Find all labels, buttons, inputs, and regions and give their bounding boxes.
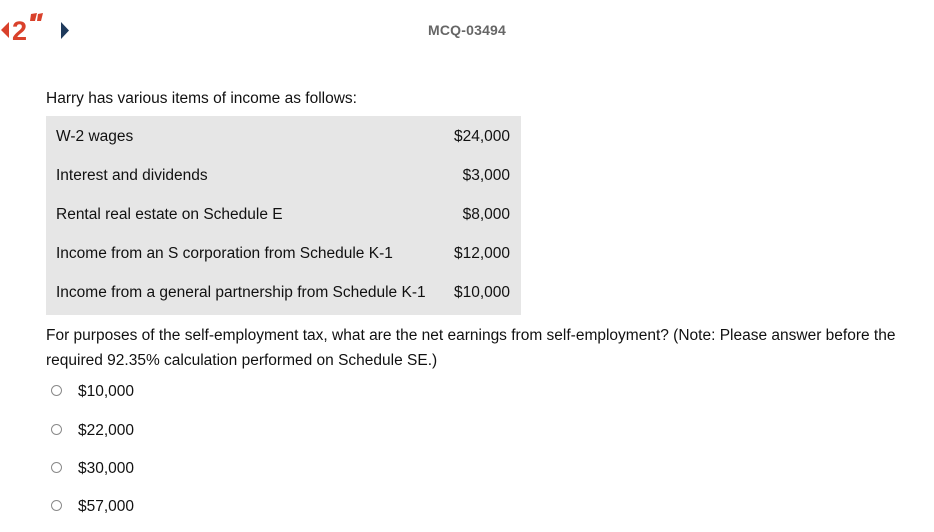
answer-option-b[interactable] — [46, 417, 346, 445]
answer-option-label[interactable]: $30,000 — [78, 460, 135, 477]
income-row — [46, 155, 521, 194]
radio-button[interactable] — [51, 424, 62, 435]
question-text: For purposes of the self-employment tax, what are the net earnings from self-employment? (Note: Please answer before the required 92.35% calculation performed on Schedule SE.) — [46, 327, 896, 369]
answer-option-a[interactable] — [46, 378, 346, 406]
income-amount: $10,000 — [453, 284, 510, 301]
income-row — [46, 194, 521, 233]
radio-button[interactable] — [51, 462, 62, 473]
income-label: Income from a general partnership from Schedule K-1 — [56, 284, 426, 301]
income-row — [46, 233, 521, 272]
income-label: Income from an S corporation from Schedule K-1 — [56, 245, 393, 262]
logo-text: 2 — [12, 16, 28, 46]
income-label: W-2 wages — [56, 128, 134, 145]
answer-option-label[interactable]: $57,000 — [78, 498, 135, 515]
income-label: Interest and dividends — [56, 167, 208, 184]
question-id: MCQ-03494 — [427, 22, 507, 38]
income-amount: $3,000 — [462, 167, 510, 184]
income-table — [46, 116, 521, 315]
income-row — [46, 272, 521, 311]
income-row — [46, 116, 521, 155]
income-amount: $12,000 — [453, 245, 510, 262]
income-amount: $24,000 — [453, 128, 510, 145]
answer-option-label[interactable]: $10,000 — [78, 383, 135, 400]
logo-tick-mark-icon-2 — [37, 13, 43, 21]
income-amount: $8,000 — [462, 206, 510, 223]
question-intro: Harry has various items of income as follows: — [46, 90, 357, 107]
logo-tick-mark-icon — [30, 13, 37, 21]
radio-button[interactable] — [51, 385, 62, 396]
radio-button[interactable] — [51, 500, 62, 511]
income-label: Rental real estate on Schedule E — [56, 206, 283, 223]
answer-option-d[interactable] — [46, 493, 346, 521]
answer-option-label[interactable]: $22,000 — [78, 422, 135, 439]
answer-option-c[interactable] — [46, 455, 346, 483]
